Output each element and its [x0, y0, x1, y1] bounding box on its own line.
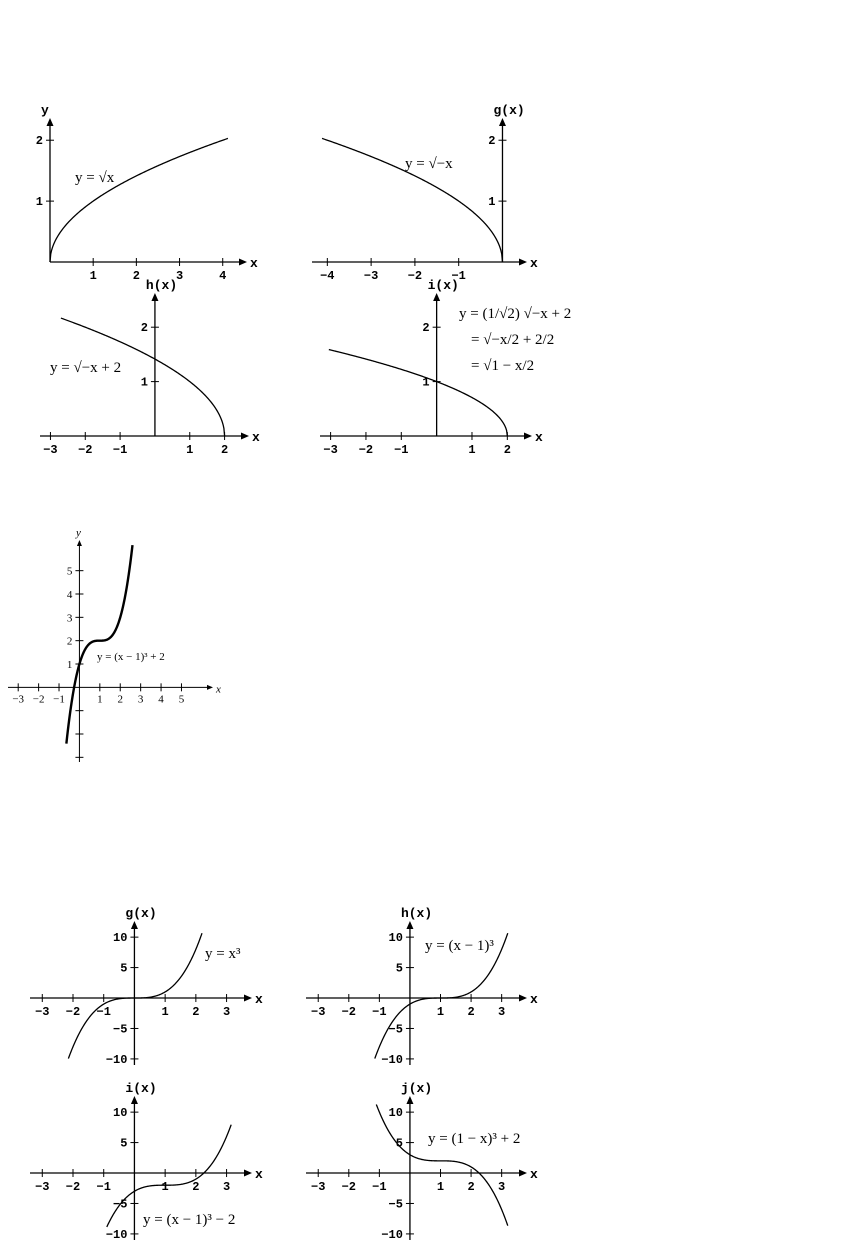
y-tick-label: 4	[66, 589, 73, 601]
x-tick-label: 1	[161, 1180, 169, 1195]
x-tick-label: −3	[311, 1005, 326, 1020]
y-tick-label: 1	[488, 195, 496, 210]
y-tick-label: −5	[113, 1197, 128, 1212]
x-axis-label: x	[530, 1167, 538, 1183]
x-tick-label: 1	[186, 443, 194, 457]
x-tick-label: −2	[341, 1005, 357, 1020]
x-axis-label: x	[530, 992, 538, 1008]
y-tick-label: 1	[35, 195, 43, 210]
y-tick-label: 2	[140, 321, 148, 336]
series-curve	[50, 138, 228, 262]
x-tick-label: −1	[96, 1180, 111, 1195]
x-tick-label: 1	[436, 1180, 445, 1195]
y-tick-label: 10	[388, 931, 403, 946]
x-tick-label: −1	[112, 443, 128, 457]
x-tick-label: −2	[407, 269, 423, 283]
y-axis-label: i(x)	[125, 1081, 157, 1096]
x-tick-label: −2	[78, 443, 93, 457]
x-tick-label: −2	[65, 1180, 81, 1195]
y-tick-label: 5	[120, 961, 128, 976]
y-tick-label: −10	[105, 1227, 128, 1242]
x-tick-label: −2	[358, 443, 374, 457]
x-tick-label: −1	[372, 1005, 387, 1020]
y-tick-label: 10	[113, 1106, 128, 1121]
chart-p8	[30, 1081, 263, 1242]
curve-label: y = (x − 1)³ − 2	[143, 1212, 236, 1228]
y-axis-arrow-icon	[499, 118, 506, 126]
y-axis-label: g(x)	[493, 103, 525, 118]
curve-label: y = √x	[75, 170, 115, 186]
x-tick-label: −3	[35, 1180, 50, 1195]
x-axis-arrow-icon	[239, 259, 247, 266]
x-tick-label: −1	[96, 1005, 111, 1020]
x-tick-label: 2	[503, 443, 511, 457]
x-tick-label: −3	[323, 443, 338, 457]
x-axis-label: x	[252, 430, 260, 445]
y-tick-label: −10	[381, 1052, 403, 1067]
x-tick-label: 4	[219, 269, 227, 283]
y-axis-arrow-icon	[131, 1096, 138, 1104]
x-tick-label: 2	[467, 1180, 475, 1195]
x-tick-label: −1	[451, 269, 466, 283]
y-tick-label: −5	[388, 1022, 403, 1037]
y-axis-arrow-icon	[433, 293, 440, 301]
chart-p7	[306, 906, 538, 1067]
y-tick-label: 10	[388, 1106, 403, 1121]
chart-p1	[36, 103, 258, 283]
x-axis-label: x	[535, 430, 543, 445]
x-axis-arrow-icon	[241, 433, 249, 440]
curve-label: y = (x − 1)³ + 2	[97, 651, 165, 663]
curve-label: y = (1 − x)³ + 2	[428, 1131, 521, 1147]
x-axis-arrow-icon	[244, 1170, 252, 1177]
chart-p5	[8, 527, 221, 762]
x-tick-label: −3	[12, 693, 25, 706]
curve-label: y = (x − 1)³	[425, 938, 494, 954]
x-tick-label: −3	[311, 1180, 326, 1195]
y-tick-label: 5	[120, 1136, 128, 1151]
y-tick-label: 2	[66, 635, 73, 648]
x-tick-label: −3	[363, 269, 379, 283]
y-tick-label: 5	[66, 565, 73, 578]
x-tick-label: 3	[498, 1005, 506, 1020]
y-tick-label: 2	[488, 134, 496, 149]
x-tick-label: 2	[132, 269, 140, 283]
chart-p4	[320, 278, 571, 457]
x-tick-label: 1	[161, 1005, 169, 1020]
x-axis-arrow-icon	[207, 685, 213, 690]
x-tick-label: 1	[436, 1005, 445, 1020]
x-axis-label: x	[530, 256, 538, 271]
curve-label: = √1 − x/2	[471, 358, 535, 374]
chart-p3	[40, 278, 260, 457]
x-tick-label: 2	[117, 693, 123, 706]
y-tick-label: −5	[388, 1197, 403, 1212]
y-tick-label: −10	[105, 1052, 128, 1067]
y-axis-label: y	[75, 527, 81, 539]
x-tick-label: 1	[468, 443, 476, 457]
series-curve	[66, 545, 132, 744]
x-tick-label: −3	[35, 1005, 50, 1020]
x-tick-label: −2	[32, 693, 45, 706]
y-tick-label: 1	[66, 659, 73, 671]
x-tick-label: −3	[43, 443, 58, 457]
curve-label: y = (1/√2) √−x + 2	[459, 306, 572, 322]
y-tick-label: 3	[66, 612, 73, 625]
y-axis-arrow-icon	[131, 921, 138, 929]
chart-p2	[312, 103, 538, 283]
x-axis-label: x	[255, 1167, 263, 1183]
y-axis-arrow-icon	[77, 540, 82, 546]
y-tick-label: 1	[422, 375, 430, 390]
x-axis-label: x	[250, 256, 258, 271]
chart-p6	[30, 906, 263, 1067]
x-tick-label: −1	[53, 693, 65, 706]
x-tick-label: −4	[320, 269, 335, 283]
x-tick-label: 3	[222, 1180, 231, 1195]
y-axis-label: i(x)	[427, 278, 459, 293]
x-tick-label: 3	[222, 1005, 231, 1020]
x-tick-label: 3	[137, 693, 144, 706]
y-axis-label: h(x)	[145, 278, 178, 293]
y-axis-label: h(x)	[400, 906, 433, 921]
x-tick-label: −2	[65, 1005, 81, 1020]
y-axis-arrow-icon	[406, 1096, 413, 1104]
curve-label: y = √−x	[405, 156, 453, 172]
y-axis-label: g(x)	[125, 906, 157, 921]
y-tick-label: 5	[395, 961, 403, 976]
curve-label: = √−x/2 + 2/2	[471, 332, 555, 348]
curve-label: y = x³	[205, 946, 241, 962]
x-tick-label: −1	[372, 1180, 387, 1195]
x-tick-label: 2	[192, 1005, 200, 1020]
x-tick-label: 3	[175, 269, 184, 283]
x-tick-label: 1	[97, 693, 103, 706]
x-tick-label: 2	[220, 443, 229, 457]
y-tick-label: 1	[140, 375, 148, 390]
x-axis-arrow-icon	[519, 1170, 527, 1177]
y-tick-label: 2	[35, 134, 43, 149]
x-tick-label: 2	[192, 1180, 200, 1195]
y-tick-label: 10	[113, 931, 128, 946]
x-axis-arrow-icon	[524, 433, 532, 440]
x-tick-label: 5	[178, 693, 185, 706]
x-axis-label: x	[216, 683, 221, 696]
y-tick-label: 5	[395, 1136, 403, 1151]
x-axis-arrow-icon	[244, 995, 252, 1002]
x-axis-arrow-icon	[519, 259, 527, 266]
x-tick-label: 1	[89, 269, 97, 283]
x-tick-label: −1	[394, 443, 409, 457]
x-tick-label: 2	[467, 1005, 475, 1020]
curve-label: y = √−x + 2	[50, 360, 122, 376]
y-axis-arrow-icon	[151, 293, 158, 301]
x-tick-label: 3	[498, 1180, 506, 1195]
chart-p9	[306, 1081, 538, 1242]
y-tick-label: 2	[422, 321, 430, 336]
y-tick-label: −5	[113, 1022, 128, 1037]
y-tick-label: −10	[381, 1227, 403, 1242]
y-axis-label: j(x)	[400, 1081, 433, 1096]
x-axis-arrow-icon	[519, 995, 527, 1002]
y-axis-arrow-icon	[47, 118, 54, 126]
series-curve	[65, 933, 202, 1058]
y-axis-label: y	[41, 103, 49, 118]
x-tick-label: 4	[158, 693, 164, 706]
y-axis-arrow-icon	[406, 921, 413, 929]
x-axis-label: x	[255, 992, 263, 1008]
x-tick-label: −2	[341, 1180, 357, 1195]
